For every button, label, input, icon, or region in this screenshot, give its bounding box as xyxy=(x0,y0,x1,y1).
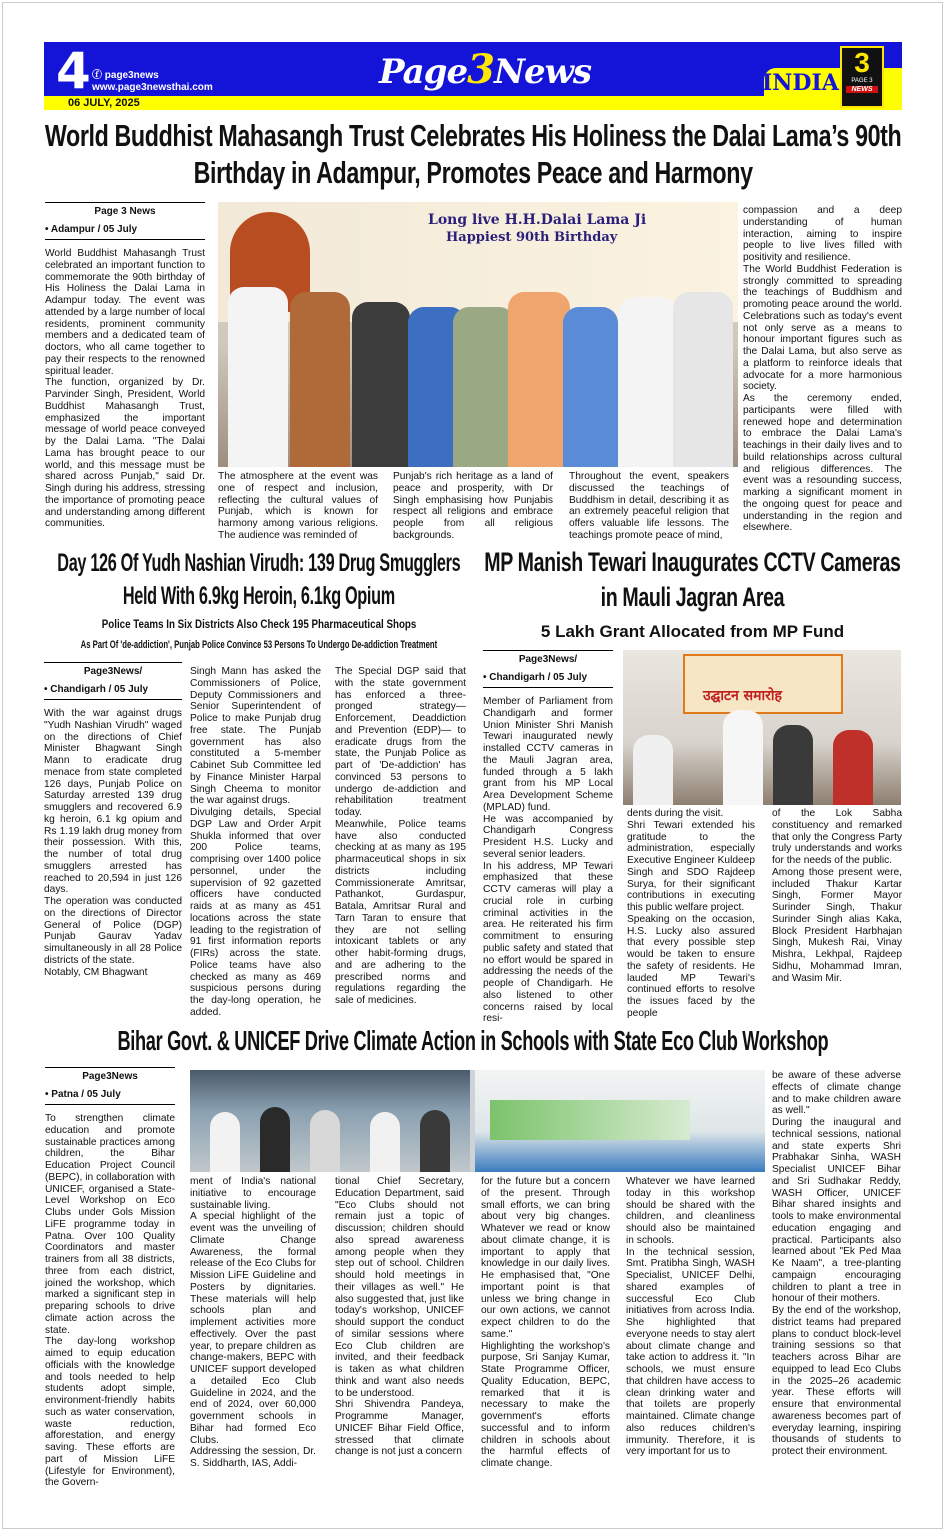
article4-byline: Page3News • Patna / 05 July xyxy=(45,1067,175,1105)
article4-column-2: ment of India's national initiative to encourage sustainable living. A special highlight of the event was the unveiling of Climate Change Awareness, the formal release of the Eco Clubs for Mission LiFE Guideline and Posters by dignitaries. These materials will help schools plan and implement activities more effectively. Over the past year, to prepare children as change-makers, BEPC with UNICEF support developed a detailed Eco Club Guideline in 2024, and the end of 2024, over 60,000 government schools in Bihar had formed Eco Clubs. Addressing the session, Dr. S. Siddharth, IAS, Addi- xyxy=(190,1176,316,1469)
article2-headline: Day 126 Of Yudh Nashian Virudh: 139 Drug Smugglers Held With 6.9kg Heroin, 6.1kg Opium xyxy=(57,549,461,610)
page-number: 4 xyxy=(56,42,91,100)
masthead xyxy=(44,42,902,110)
page3-badge-logo: 3 PAGE 3 NEWS xyxy=(840,46,884,108)
article1-text: World Buddhist Mahasangh Trust celebrated an important function to commemorate the 90th birthday of His Holiness the Dalai Lama in Adampur today. The event was attended by a large number of local residents, prominent community members and a dedicated team of doctors, who all came together to pay their respects to the renowned spiritual leader. The function, organized by Dr. Parvinder Singh, President, World Buddhist Mahasangh Trust, emphasized the important message of world peace conveyed by the Dalai Lama. "The Dalai Lama has brought peace to our world, and this message must be shared across Punjab," said Dr. Singh during his address, stressing the importance of promoting peace and understanding among different communities. xyxy=(45,248,205,530)
photo-banner-line1: Long live H.H.Dalai Lama Ji xyxy=(428,212,647,228)
article2-column-2: Singh Mann has asked the Commissioners of Police, Deputy Commissioners and Senior Superintendent of Police to make Punjab drug free state. The Punjab government has also constituted a 5-member Cabinet Sub Committee led by Finance Minister Harpal Singh Cheema to monitor the war against drugs. Divulging details, Special DGP Law and Order Arpit Shukla informed that over 200 Police teams, comprising over 1400 police personnel, under the supervision of 92 gazetted officers have conducted raids at as many as 451 locations across the state leading to the registration of 91 first information reports (FIRs) across the state. Police teams have also checked as many as 469 suspicious persons during the day-long operation, he added. xyxy=(190,666,321,1018)
issue-date: 06 JULY, 2025 xyxy=(68,97,140,109)
article4-text: To strengthen climate education and promote sustainable practices among children, the Bihar Education Project Council (BEPC), in collaboration with UNICEF, organised a State-Level Workshop on Eco Clubs under Gols Mission LiFE programme today in Patna. Over 100 Quality Coordinators and master trainers from all 38 districts, three from each district, joined the workshop, which marked a significant step in preparing schools to drive climate action across the state. The day-long workshop aimed to equip education officials with the knowledge and tools needed to help students adopt simple, environment-friendly habits such as water conservation, waste reduction, afforestation, and energy saving. These efforts are part of Mission LiFE (Lifestyle for Environment), the Govern- xyxy=(45,1113,175,1489)
article3-column-2: dents during the visit. Shri Tewari extended his gratitude to the administration, especially Executive Engineer Kuldeep Singh and SDO Rajdeep Surya, for their significant contributions in executing this public welfare project. Speaking on the occasion, H.S. Lucky also assured that every possible step would be taken to ensure the safety of residents. He lauded MP Tewari's continued efforts to resolve the issues faced by the people xyxy=(627,808,755,1019)
article2-text: With the war against drugs "Yudh Nashian Virudh" waged on the directions of Chief Minister Bhagwant Singh Mann to eradicate drug menace from state completed 126 days, Punjab Police on Saturday arrested 139 drug smugglers and recovered 6.9 kg heroin, 6.1 kg opium and Rs 1.19 lakh drug money from their possession. With this, the number of total drug smugglers arrested has reached to 20,594 in just 126 days. The operation was conducted on the directions of Director General of Police (DGP) Punjab Gaurav Yadav simultaneously in all 28 Police districts of the state. Notably, CM Bhagwant xyxy=(44,708,182,978)
newspaper-logo: Page3News xyxy=(379,46,592,93)
facebook-handle-text: page3news xyxy=(104,70,159,81)
article1-column-5: compassion and a deep understanding of human interaction, aiming to inspire people to live lives filled with positivity and resilience. The World Buddhist Federation is strongly committed to spreading the teachings of Buddhism and promoting peace around the world. Celebrations such as today's event not only serve as a means to honour important figures such as the Dalai Lama, but also serve as a platform to reinforce ideals that advocate for a more harmonious society. As the ceremony ended, participants were filled with renewed hope and determination to embrace the Dalai Lama's teachings in their daily lives and to build relationships across cultural and religious differences. The event was a resounding success, marking a significant moment in the ongoing quest for peace and understanding in the region and elsewhere. xyxy=(743,205,902,534)
article2-subhead-2: As Part Of 'de-addiction', Punjab Police Convince 53 Persons To Undergo De-addiction Treatment xyxy=(80,639,438,651)
article3-column-1 xyxy=(483,650,613,1025)
article4-column-4: for the future but a concern of the present. Through small efforts, we can bring about very big changes. Whatever we read or know about climate change, it is important to apply that knowledge in our daily lives. He emphasised that, "One important point is that unless we bring change in our own actions, we cannot expect children to do the same." Highlighting the workshop's purpose, Sri Sanjay Kumar, State Programme Officer, Quality Education, BEPC, remarked that it is necessary to make the government's efforts successful and to inform children in schools about the harmful effects of climate change. xyxy=(481,1176,610,1469)
article4-column-1 xyxy=(45,1067,175,1489)
article2-column-1 xyxy=(44,662,182,1003)
article3-text: Member of Parliament from Chandigarh and former Union Minister Shri Manish Tewari inaugurated newly installed CCTV cameras in the Mauli Jagran area, funded through a 5 lakh grant from his MP Local Area Development Scheme (MPLAD) fund. He was accompanied by Chandigarh Congress President H.S. Lucky and several senior leaders. In his address, MP Tewari emphasized that these CCTV cameras will play a crucial role in curbing criminal activities in the area. He reiterated his firm commitment to ensuring public safety and stated that no effort would be spared in addressing the needs of the people of Chandigarh. He also listened to other concerns raised by local resi- xyxy=(483,696,613,1025)
article1-column-3: Punjab's rich heritage as a land of peace and prosperity, with Dr Singh emphasising how Punjabis respect all religions and embrace people from all religious backgrounds. xyxy=(393,471,553,541)
article1-column-2: The atmosphere at the event was one of respect and inclusion, reflecting the cultural values of Punjab, which is known for harmony among various religions. The audience was reminded of xyxy=(218,471,378,541)
article2-column-3: The Special DGP said that with the state government has enforced a three-pronged strategy—Enforcement, Deaddiction and Prevention (EDP)— to eradicate drugs from the state, the Punjab Police as part of 'De-addiction' has convinced 53 persons to undergo de-addiction and rehabilitation treatment today. Meanwhile, Police teams have also conducted checking at as many as 195 pharmaceutical shops in six districts including Commissionerate Amritsar, Pathankot, Gurdaspur, Batala, Amritsar Rural and Tarn Taran to ensure that they are not selling intoxicant tablets or any other habit-forming drugs, and are adhering to the prescribed norms and regulations regarding the sale of medicines. xyxy=(335,666,466,1006)
photo-banner-line2: Happiest 90th Birthday xyxy=(446,230,618,245)
article3-subhead: 5 Lakh Grant Allocated from MP Fund xyxy=(540,622,845,641)
edition-label: INDIA xyxy=(762,70,839,96)
article3-column-3: of the Lok Sabha constituency and remarked that only the Congress Party truly understands and works for the needs of the public. Among those present were, included Thakur Kartar Singh, Former Mayor Surinder Singh, Thakur Surinder Singh alias Kaka, Block President Harbhajan Singh, Mukesh Rai, Vinay Mishra, Lekhpal, Rajdeep Sidhu, Mohammad Imran, and Wasim Mir. xyxy=(772,808,902,984)
article1-headline: World Buddhist Mahasangh Trust Celebrates His Holiness the Dalai Lama’s 90th Birthday in Adampur, Promotes Peace and Harmony xyxy=(44,118,902,190)
article3-headline: MP Manish Tewari Inaugurates CCTV Cameras in Mauli Jagran Area xyxy=(484,547,901,612)
article2-byline: Page3News/ • Chandigarh / 05 July xyxy=(44,662,182,700)
article1-byline: Page 3 News • Adampur / 05 July xyxy=(45,202,205,240)
article4-column-5: Whatever we have learned today in this workshop should be shared with the children, and cleanliness should also be maintained in schools. In the technical session, Smt. Pratibha Singh, WASH Specialist, UNICEF Delhi, shared examples of successful Eco Club initiatives from across India. She highlighted that everyone needs to stay alert about climate change and take action to address it. "In schools, we must ensure that children have access to clean drinking water and that toilets are properly maintained. Climate change also reduces children's immunity. Therefore, it is very important for us to xyxy=(626,1176,755,1458)
article2-subhead-1: Police Teams In Six Districts Also Check 195 Pharmaceutical Shops xyxy=(101,619,417,631)
website-link[interactable]: www.page3newsthai.com xyxy=(92,82,213,93)
article3-photo xyxy=(623,650,901,805)
article1-column-1 xyxy=(45,202,205,548)
article3-byline: Page3News/ • Chandigarh / 05 July xyxy=(483,650,613,688)
facebook-handle[interactable] xyxy=(92,66,159,81)
article4-column-3: tional Chief Secretary, Education Department, said "Eco Clubs should not remain just a topic of discussion; children should also spread awareness among people when they step out of school. Children should hold meetings in their villages as well." He also suggested that, just like today's workshop, UNICEF should support the conduct of similar sessions where Eco Club children are invited, and their feedback is taken as what children think and want also needs to be understood. Shri Shivendra Pandeya, Programme Manager, UNICEF Bihar Field Office, stressed that climate change is not just a concern xyxy=(335,1176,464,1458)
article4-headline: Bihar Govt. & UNICEF Drive Climate Action in Schools with State Eco Club Workshop xyxy=(117,1025,829,1056)
article4-column-6: be aware of these adverse effects of climate change and to make children aware as well." During the inaugural and technical sessions, national and state experts Shri Prabhakar Sinha, WASH Specialist UNICEF Bihar and Sri Sudhakar Reddy, WASH Officer, UNICEF Bihar shared insights and tools to make environmental education engaging and practical. Participants also learned about "Ek Ped Maa Ke Naam", a tree-planting campaign encouraging children to plant a tree in honour of their mothers. By the end of the workshop, district teams had prepared plans to conduct block-level training sessions so that teachers across Bihar are equipped to lead Eco Clubs in the 2025–26 academic year. These efforts will ensure that environmental awareness becomes part of everyday learning, inspiring thousands of students to protect their environment. xyxy=(772,1070,901,1457)
article4-photo xyxy=(190,1070,765,1172)
article1-column-4: Throughout the event, speakers discussed the teachings of Buddhism in detail, describing it as an extremely peaceful religion that offers valuable life lessons. The teachings promote peace of mind, xyxy=(569,471,729,541)
facebook-icon: ⓕ xyxy=(92,70,105,81)
photo-banner-inauguration: उद्घाटन समारोह xyxy=(703,688,782,704)
article1-photo xyxy=(218,202,738,467)
